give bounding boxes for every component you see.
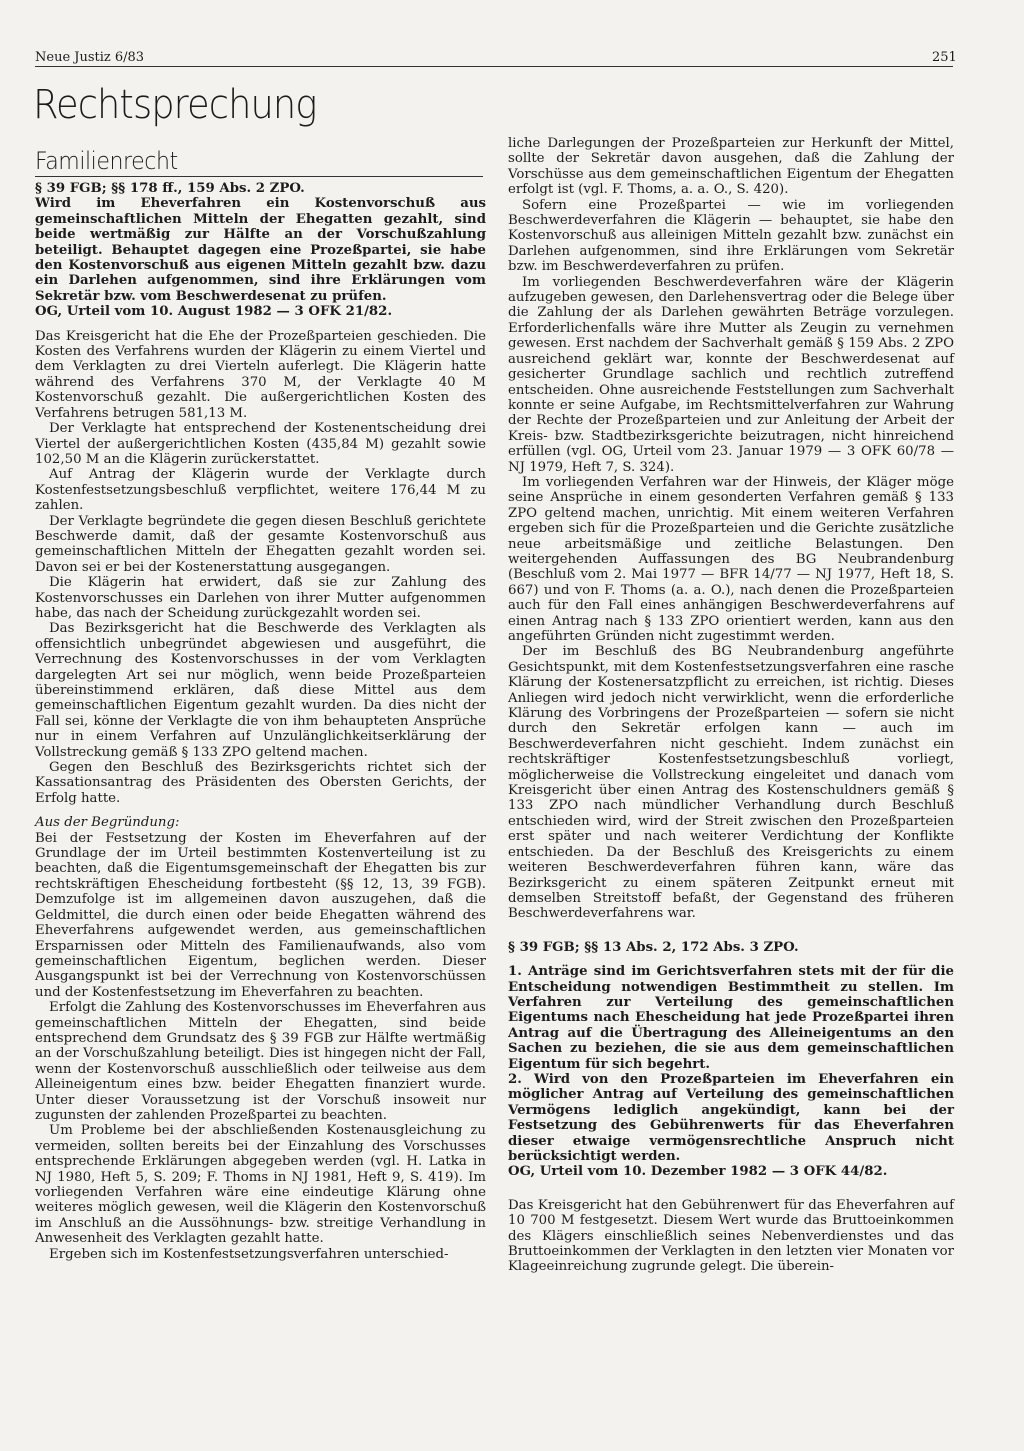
headnote-paragraph: 1. Anträge sind im Gerichtsverfahren stets mit der für die Entscheidung notwendigen Bestimmtheit zu stellen. Im Verfahren zur Verteilung des gemeinschaftlichen Eigentums nach Ehescheidung hat jede Prozeßpartei ihren Antrag auf die Übertragung des Alleineigentums an den Sachen zu beziehen, die sie aus dem gemeinschaftlichen Eigentum für sich begehrt. (508, 964, 954, 1072)
subheading: Aus der Begründung: (35, 815, 180, 831)
right-column (508, 136, 954, 1275)
body-paragraph: Das Kreisgericht hat die Ehe der Prozeßparteien geschieden. Die Kosten des Verfahrens wurden der Klägerin zu einem Viertel und dem Verklagten zu drei Vierteln auferlegt. Die Klägerin hatte während des Verfahrens 370 M, der Verklagte 40 M Kostenvorschuß gezahlt. Die außergerichtlichen Kosten des Verfahrens betrugen 581,13 M. (35, 328, 486, 421)
headnote-paragraph: Wird im Eheverfahren ein Kostenvorschuß aus gemeinschaftlichen Mitteln der Ehegatten gezahlt, sind beide wertmäßig zur Hälfte an der Vorschußzahlung beteiligt. Behauptet dagegen eine Prozeßpartei, sie habe den Kostenvorschuß aus eigenen Mitteln gezahlt bzw. dazu ein Darlehen aufgenommen, sind ihre Erklärungen vom Sekretär bzw. vom Beschwerdesenat zu prüfen. (35, 196, 486, 304)
body-paragraph: Ergeben sich im Kostenfestsetzungsverfahren unterschied- (49, 1246, 449, 1262)
page-title: Rechtsprechung (33, 82, 317, 128)
body-paragraph: Erfolgt die Zahlung des Kostenvorschusses im Eheverfahren aus gemeinschaftlichen Mitteln der Ehegatten, sind beide entsprechend dem Grundsatz des § 39 FGB zur Hälfte wertmäßig an der Vorschußzahlung beteiligt. Dies ist hingegen nicht der Fall, wenn der Kostenvorschuß ausschließlich oder teilweise aus dem Alleineigentum eines bzw. beider Ehegatten finanziert wurde. Unter dieser Voraussetzung ist der Vorschuß insoweit nur zugunsten der zahlenden Prozeßpartei zu beachten. (35, 1000, 486, 1123)
body-paragraph: Im vorliegenden Verfahren war der Hinweis, der Kläger möge seine Ansprüche in einem gesonderten Verfahren gemäß § 133 ZPO geltend machen, unrichtig. Mit einem weiteren Verfahren ergeben sich für die Prozeßparteien und die Gerichte zusätzliche neue arbeitsmäßige und zeitliche Belastungen. Den weitergehenden Auffassungen des BG Neubrandenburg (Beschluß vom 2. Mai 1977 — BFR 14/77 — NJ 1977, Heft 18, S. 667) und von F. Thoms (a. a. O.), nach denen die Prozeßparteien auch für den Fall eines anhängigen Beschwerdeverfahrens auf einen Antrag nach § 133 ZPO orientiert werden, kann aus den angeführten Gründen nicht zugestimmt werden. (508, 474, 954, 644)
body-paragraph: Sofern eine Prozeßpartei — wie im vorliegenden Beschwerdeverfahren die Klägerin — behauptet, sie habe den Kostenvorschuß aus alleinigen Mitteln gezahlt bzw. zunächst ein Darlehen aufgenommen, sind ihre Erklärungen vom Sekretär bzw. im Beschwerdeverfahren zu prüfen. (508, 197, 954, 275)
body-paragraph: Bei der Festsetzung der Kosten im Eheverfahren auf der Grundlage der im Urteil bestimmten Kostenverteilung ist zu beachten, daß die Eigentumsgemeinschaft der Ehegatten bis zur rechtskräftigen Ehescheidung fortbesteht (§§ 12, 13, 39 FGB). Demzufolge ist im allgemeinen davon auszugehen, daß die Geldmittel, die durch einen oder beide Ehegatten während des Eheverfahrens aufgewendet werden, aus gemeinschaftlichen Ersparnissen oder Mitteln des Familienaufwands, also vom gemeinschaftlichen Eigentum, beglichen werden. Dieser Ausgangspunkt ist bei der Verrechnung von Kostenvorschüssen und der Kostenfestsetzung im Eheverfahren zu beachten. (35, 830, 486, 1000)
spacer (508, 922, 954, 931)
headnote-paragraph: OG, Urteil vom 10. Dezember 1982 — 3 OFK 44/82. (508, 1164, 888, 1180)
spacer (35, 806, 486, 815)
body-paragraph: Der im Beschluß des BG Neubrandenburg angeführte Gesichtspunkt, mit dem Kostenfestsetzungsverfahren eine rasche Klärung der Kostenersatzpflicht zu erreichen, ist richtig. Dieses Anliegen wird jedoch nicht verwirklicht, wenn die erforderliche Klärung des Vorbringens der Prozeßparteien — sofern sie nicht durch den Sekretär erfolgen kann — auch im Beschwerdeverfahren nicht geschieht. Indem zunächst ein rechtskräftiger Kostenfestsetzungsbeschluß vorliegt, möglicherweise die Vollstreckung eingeleitet und danach vom Kreisgericht über einen Antrag des Kostenschuldners gemäß § 133 ZPO nach mündlicher Verhandlung durch Beschluß entschieden wird, wird der Streit zwischen den Prozeßparteien erst später und nach weiterer Verdichtung der Konflikte entschieden. Da der Beschluß des Kreisgerichts zu einem weiteren Beschwerdeverfahren führen kann, wäre das Bezirksgericht zu einem späteren Zeitpunkt erneut mit demselben Streitstoff befaßt, der Gegenstand des früheren Beschwerdeverfahrens war. (508, 644, 954, 922)
section-divider (35, 176, 483, 177)
spacer (508, 1180, 954, 1189)
spacer (508, 1189, 954, 1198)
body-paragraph: Auf Antrag der Klägerin wurde der Verklagte durch Kostenfestsetzungsbeschluß verpflichtet, weitere 176,44 M zu zahlen. (35, 467, 486, 514)
page-number: 251 (932, 50, 957, 65)
body-paragraph: Das Kreisgericht hat den Gebührenwert für das Eheverfahren auf 10 700 M festgesetzt. Diesem Wert wurde das Bruttoeinkommen des Klägers einschließlich seines Nebenverdienstes und das Bruttoeinkommen der Verklagten in den letzten vier Monaten vor Klageeinreichung zugrunde gelegt. Die überein- (508, 1197, 954, 1275)
body-paragraph: Im vorliegenden Beschwerdeverfahren wäre der Klägerin aufzugeben gewesen, den Darlehensvertrag oder die Belege über die Zahlung der als Darlehen gewährten Beträge vorzulegen. Erforderlichenfalls wäre ihre Mutter als Zeugin zu vernehmen gewesen. Erst nachdem der Sachverhalt gemäß § 159 Abs. 2 ZPO ausreichend geklärt war, konnte der Beschwerdesenat auf gesicherter Grundlage sachlich und rechtlich zutreffend entscheiden. Ohne ausreichende Feststellungen zum Sachverhalt konnte er seine Aufgabe, im Rechtsmittelverfahren zur Wahrung der Rechte der Prozeßparteien und zur Anleitung der Arbeit der Kreis- bzw. Stadtbezirksgerichte beizutragen, nicht hinreichend erfüllen (vgl. OG, Urteil vom 23. Januar 1979 — 3 OFK 60/78 — NJ 1979, Heft 7, S. 324). (508, 274, 954, 475)
headnote-paragraph: OG, Urteil vom 10. August 1982 — 3 OFK 21/82. (35, 304, 393, 320)
header-divider (35, 66, 953, 67)
body-paragraph: Gegen den Beschluß des Bezirksgerichts richtet sich der Kassationsantrag des Präsidenten des Obersten Gerichts, der Erfolg hatte. (35, 760, 486, 806)
body-paragraph: Das Bezirksgericht hat die Beschwerde des Verklagten als offensichtlich unbegründet abgewiesen und ausgeführt, die Verrechnung des Kostenvorschusses in der vom Verklagten dargelegten Art sei nur möglich, wenn beide Prozeßparteien übereinstimmend erklären, daß diese Mittel aus dem gemeinschaftlichen Eigentum gezahlt wurden. Da dies nicht der Fall sei, könne der Verklagte die von ihm behaupteten Ansprüche nur in einem Verfahren auf Unzulänglichkeitserklärung der Vollstreckung gemäß § 133 ZPO geltend machen. (35, 621, 486, 760)
left-column (35, 181, 486, 1262)
body-paragraph: Die Klägerin hat erwidert, daß sie zur Zahlung des Kostenvorschusses ein Darlehen von ihrer Mutter aufgenommen habe, das nach der Scheidung zurückgezahlt worden sei. (35, 575, 486, 621)
body-paragraph: liche Darlegungen der Prozeßparteien zur Herkunft der Mittel, sollte der Sekretär davon ausgehen, daß die Zahlung der Vorschüsse aus dem gemeinschaftlichen Eigentum der Ehegatten erfolgt ist (vgl. F. Thoms, a. a. O., S. 420). (508, 136, 954, 198)
spacer (35, 320, 486, 329)
journal-header: Neue Justiz 6/83 (35, 50, 145, 65)
headnote-paragraph: § 39 FGB; §§ 13 Abs. 2, 172 Abs. 3 ZPO. (508, 939, 799, 955)
spacer (508, 955, 954, 964)
body-paragraph: Der Verklagte begründete die gegen diesen Beschluß gerichtete Beschwerde damit, daß der gesamte Kostenvorschuß aus gemeinschaftlichen Mitteln der Ehegatten gezahlt worden sei. Davon sei er bei der Kostenerstattung ausgegangen. (35, 513, 486, 575)
spacer (508, 931, 954, 940)
body-paragraph: Um Probleme bei der abschließenden Kostenausgleichung zu vermeiden, sollten bereits bei der Einzahlung des Vorschusses entsprechende Erklärungen abgegeben werden (vgl. H. Latka in NJ 1980, Heft 5, S. 209; F. Thoms in NJ 1981, Heft 9, S. 419). Im vorliegenden Verfahren wäre eine eindeutige Klärung ohne weiteres möglich gewesen, weil die Klägerin den Kostenvorschuß im Anschluß an die Aussöhnungs- bzw. streitige Verhandlung in Anwesenheit des Verklagten gezahlt hatte. (35, 1123, 486, 1247)
headnote-paragraph: § 39 FGB; §§ 178 ff., 159 Abs. 2 ZPO. (35, 181, 305, 196)
section-title: Familienrecht (35, 147, 178, 175)
body-paragraph: Der Verklagte hat entsprechend der Kostenentscheidung drei Viertel der außergerichtlichen Kosten (435,84 M) gezahlt sowie 102,50 M an die Klägerin zurückerstattet. (35, 421, 486, 467)
headnote-paragraph: 2. Wird von den Prozeßparteien im Eheverfahren ein möglicher Antrag auf Verteilung des gemeinschaftlichen Vermögens lediglich angekündigt, kann bei der Festsetzung des Gebührenwerts für das Eheverfahren dieser etwaige vermögensrechtliche Anspruch nicht berücksichtigt werden. (508, 1071, 954, 1164)
